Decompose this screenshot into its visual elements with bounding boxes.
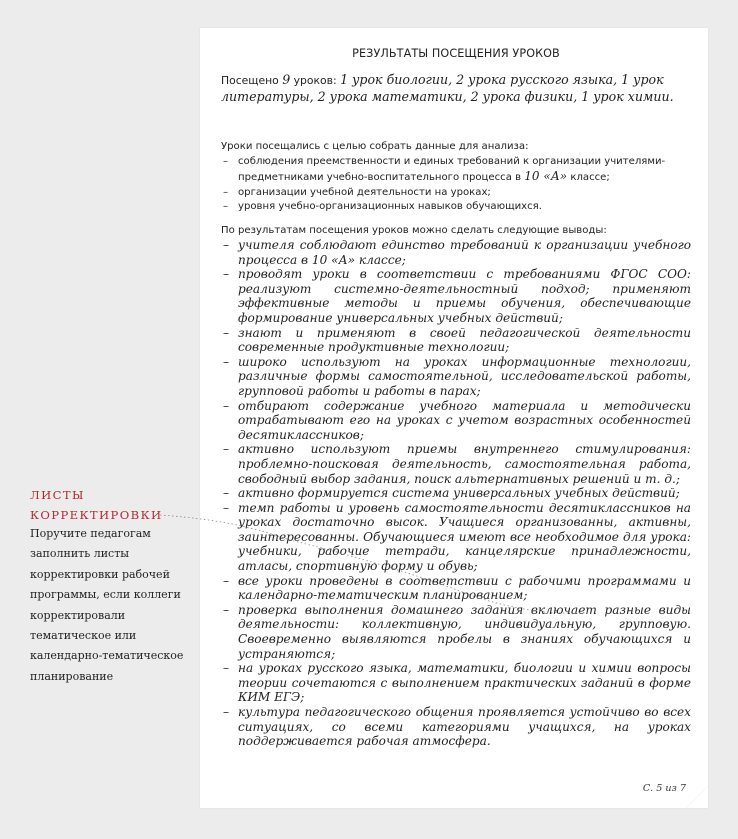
conclusion-item: – активно используют приемы внутреннего стимулирования: проблемно-поисковая деятельность, самостоятельная работа, свободный выбор задания, поиск альтернативных решений и т. д.;	[221, 442, 691, 486]
conclusion-item: – отбирают содержание учебного материала и методически отрабатывают его на уроках с учетом возрастных особенностей десятиклассников;	[221, 399, 691, 443]
page-title: РЕЗУЛЬТАТЫ ПОСЕЩЕНИЯ УРОКОВ	[352, 47, 560, 60]
conclusion-item: – активно формируется система универсальных учебных действий;	[221, 486, 691, 501]
aims-section	[221, 140, 691, 215]
conclusion-item: – культура педагогического общения проявляется устойчиво во всех ситуациях, со всеми категориями учащихся, на уроках поддерживается рабочая атмосфера.	[221, 705, 691, 749]
aims-lead: Уроки посещались с целью собрать данные для анализа:	[221, 141, 529, 152]
aims-item	[221, 155, 691, 186]
aims-item-text-end: классе;	[567, 172, 610, 183]
visited-details: 1 урок биологии, 2 урока русского языка, 1 урок литературы, 2 урока математики, 2 урока физики, 1 урок химии.	[221, 72, 674, 104]
side-note-title	[30, 485, 162, 525]
visited-lead: Посещено	[221, 74, 283, 87]
conclusion-item: – темп работы и уровень самостоятельности десятиклассников на уроках достаточно высок. Учащиеся организованны, активны, заинтересованны. Обучающиеся имеют все необходимое для урока: учебники, рабочие тетради, канцелярские принадлежности, атласы, спортивную форму и обувь;	[221, 501, 691, 574]
visited-summary	[221, 72, 691, 105]
conclusion-item: – широко используют на уроках информационные технологии, различные формы самостоятельной, исследовательской работы, групповой работы и работы в парах;	[221, 355, 691, 399]
side-note-title-line1: ЛИСТЫ	[30, 488, 85, 502]
conclusion-item: – на уроках русского языка, математики, биологии и химии вопросы теории сочетаются с выполнением практических заданий в форме КИМ ЕГЭ;	[221, 661, 691, 705]
conclusion-item: – все уроки проведены в соответствии с рабочими программами и календарно-тематическим планированием;	[221, 574, 691, 603]
conclusion-item: – учителя соблюдают единство требований к организации учебного процесса в 10 «А» классе;	[221, 238, 691, 267]
aims-item: – организации учебной деятельности на уроках;	[221, 186, 691, 201]
conclusions-section	[221, 224, 691, 749]
conclusions-list	[221, 238, 691, 749]
document-sheet	[200, 28, 708, 808]
aims-item: – уровня учебно-организационных навыков обучающихся.	[221, 200, 691, 215]
side-note-body: Поручите педагогам заполнить листы корректировки рабочей программы, если коллеги корректировали тематическое или календарно-тематическое планирование	[30, 527, 184, 683]
visited-count: 9	[282, 72, 291, 87]
aims-list	[221, 155, 691, 215]
class-name: 10 «А»	[524, 169, 568, 183]
aims-item-text: соблюдения преемственности и единых требований к организации учителями-предметниками учебно-воспитательного процесса в	[238, 155, 666, 183]
conclusion-item: – проверка выполнения домашнего задания включает разные виды деятельности: коллективную, индивидуальную, групповую. Своевременно выявляются пробелы в знаниях обучающихся и устраняются;	[221, 603, 691, 661]
conclusion-item: – проводят уроки в соответствии с требованиями ФГОС СОО: реализуют системно-деятельностный подход; применяют эффективные методы и приемы обучения, обеспечивающие формирование универсальных учебных действий;	[221, 267, 691, 325]
page-corner-fold	[686, 786, 708, 808]
conclusion-item: – знают и применяют в своей педагогической деятельности современные продуктивные технологии;	[221, 326, 691, 355]
side-note-title-line2: КОРРЕКТИРОВКИ	[30, 508, 163, 522]
conclusions-lead: По результатам посещения уроков можно сделать следующие выводы:	[221, 225, 607, 236]
page-number: С. 5 из 7	[642, 783, 686, 794]
visited-lead-after: уроков:	[290, 74, 341, 87]
